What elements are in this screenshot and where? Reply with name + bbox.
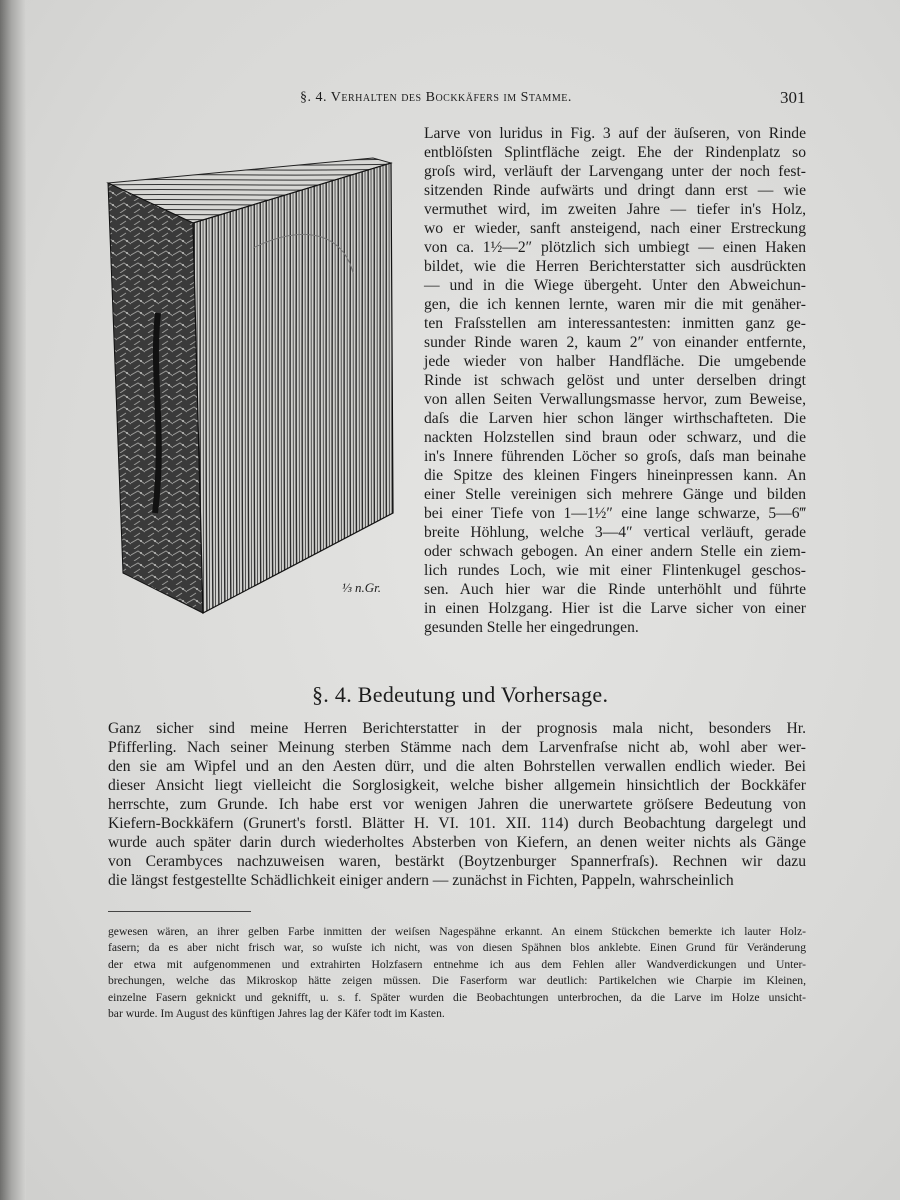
text-line: sunder Rinde waren 2, kaum 2″ von einander entfernte, [424, 334, 806, 351]
text-line: einer Stelle vereinigen sich mehrere Gänge und bilden [424, 486, 806, 503]
text-line: Ganz sicher sind meine Herren Berichterstatter in der prognosis mala nicht, besonders Hr. [108, 720, 806, 737]
wood-block-engraving-icon [103, 153, 399, 618]
right-column-text [424, 124, 806, 637]
text-line: gewesen wären, an ihrer gelben Farbe inmitten der weiſsen Nagespähne erkannt. An einem Stückchen bemerkte ich lauter Holz- [108, 925, 806, 938]
text-line: der etwa mit aufgenommenen und extrahirten Holzfasern entnehme ich aus dem Fehlen aller Wandverdickungen und Unter- [108, 957, 806, 971]
text-line: nackten Holzstellen sind braun oder schwarz, und die [424, 429, 806, 446]
text-line: wo er wieder, sanft ansteigend, nach einer Erstreckung [424, 220, 806, 237]
scale-label: ⅓ n.Gr. [342, 580, 382, 595]
text-line: bei einer Tiefe von 1—1½″ eine lange schwarze, 5—6‴ [424, 505, 806, 522]
footnote-text [108, 924, 806, 1022]
book-spine-shadow [0, 0, 26, 1200]
text-line: sitzenden Rinde aufwärts und dringt dann erst — wie [424, 182, 806, 199]
section-heading: §. 4. Bedeutung und Vorhersage. [312, 682, 609, 707]
text-line: dieser Ansicht liegt vielleicht die Sorglosigkeit, welche bisher allgemein hinsichtlich der Bockkäfer [108, 777, 806, 794]
text-line: daſs die Larven hier schon länger wirthschafteten. Die [424, 410, 806, 427]
text-line: herrschte, zum Grunde. Ich habe erst vor wenigen Jahren die unerwartete gröſsere Bedeutung von [108, 796, 806, 813]
body-text [108, 719, 806, 890]
text-line: Pfifferling. Nach seiner Meinung sterben Stämme nach dem Larvenfraſse nicht ab, wohl aber wer- [108, 739, 806, 756]
text-line: groſs wird, verläuft der Larvengang unter der noch fest- [424, 163, 806, 180]
text-line: brechungen, welche das Mikroskop hätte zeigen müssen. Die Faserform war deutlich: Partikelchen wie Charpie im Kleinen, [108, 974, 806, 988]
text-line: jede wieder von halber Handfläche. Die umgebende [424, 353, 806, 370]
text-line: bar wurde. Im August des künftigen Jahres lag der Käfer todt im Kasten. [108, 1007, 445, 1021]
text-line: Rinde ist schwach gelöst und unter derselben dringt [424, 372, 806, 389]
footnote-rule [108, 911, 251, 912]
text-line: die längst festgestellte Schädlichkeit einiger andern — zunächst in Fichten, Pappeln, wahrscheinlich [108, 872, 734, 889]
text-line: von ca. 1½—2″ plötzlich sich umbiegt — einen Haken [424, 239, 806, 256]
text-line: von allen Seiten Verwallungsmasse hervor, zum Beweise, [424, 391, 806, 408]
text-line: fasern; da es aber nicht frisch war, so wuſste ich nicht, was von diesen Spähnen blos anklebte. Einen Grund für Veränderung [108, 941, 806, 955]
text-line: bildet, wie die Herren Berichterstatter sich ausdrückten [424, 258, 806, 275]
text-line: oder schwach gebogen. An einer andern Stelle ein ziem- [424, 543, 806, 560]
page-number: 301 [780, 88, 806, 107]
text-line: breite Höhlung, welche 3—4″ vertical verläuft, gerade [424, 524, 806, 541]
text-line: von Cerambyces nachzuweisen waren, bestärkt (Boytzenburger Spannerfraſs). Rechnen wir dazu [108, 853, 806, 870]
text-line: einzelne Fasern geknickt und geknifft, u. s. f. Später wurden die Beobachtungen unterbrochen, da die Larve im Holze unsicht- [108, 990, 806, 1004]
text-line: vermuthet wird, im zweiten Jahre — tiefer in's Holz, [424, 201, 806, 218]
text-line: die Spitze des kleinen Fingers hineinpressen kann. An [424, 467, 806, 484]
text-line: den sie am Wipfel und an den Aesten dürr, und die alten Bohrstellen verwallen endlich wieder. Bei [108, 758, 806, 775]
text-line: entblöſsten Splintfläche zeigt. Ehe der Rindenplatz so [424, 144, 806, 161]
text-line: — und in die Wiege übergeht. Unter den Abweichun- [424, 277, 806, 294]
text-line: ten Fraſsstellen am interessantesten: inmitten ganz ge- [424, 315, 806, 332]
text-line: gen, die ich kennen lernte, waren mir die mit genäher- [424, 296, 806, 313]
text-line: Kiefern-Bockkäfern (Grunert's forstl. Blätter H. VI. 101. XII. 114) durch Beobachtung dargelegt und [108, 815, 806, 832]
text-line: sen. Auch hier war die Rinde unterhöhlt und führte [424, 581, 806, 598]
running-head: §. 4. Verhalten des Bockkäfers im Stamme. [300, 90, 572, 105]
text-line: Larve von luridus in Fig. 3 auf der äuſseren, von Rinde [424, 125, 806, 142]
text-line: gesunden Stelle her eingedrungen. [424, 619, 639, 636]
text-line: in's Innere führenden Löcher so groſs, daſs man beinahe [424, 448, 806, 465]
text-line: in einen Holzgang. Hier ist die Larve sicher von einer [424, 600, 806, 617]
text-line: lich rundes Loch, wie mit einer Flintenkugel geschos- [424, 562, 806, 579]
text-line: wurde auch später darin durch wiederholtes Absterben von Kiefern, an denen weiter nichts als Gänge [108, 834, 806, 851]
